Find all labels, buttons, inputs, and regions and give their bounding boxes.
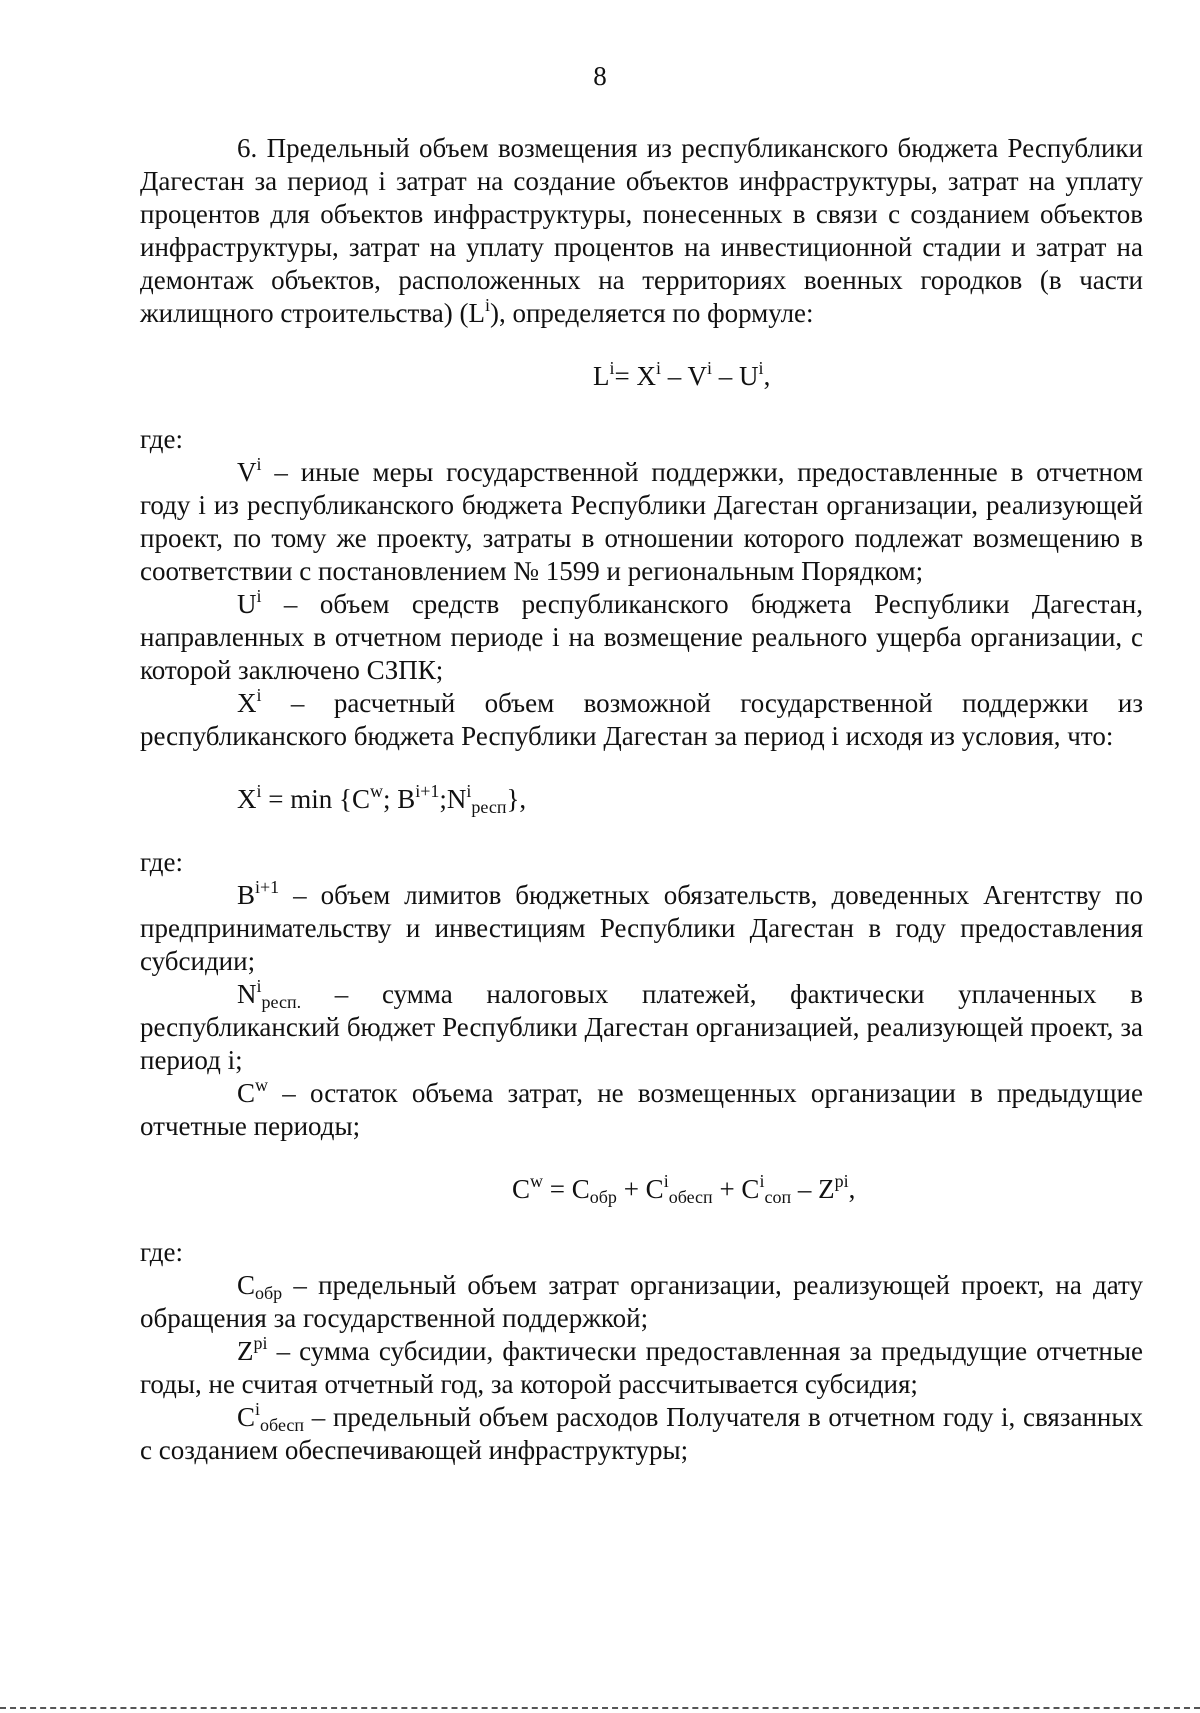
where-label-1: где: bbox=[140, 424, 183, 454]
definition-B: $B^{i+1}$ – объем лимитов бюджетных обязательств, доведенных Агентству по предпринимательству и инвестициям Республики Дагестан в году предоставления субсидии; bbox=[140, 877, 1143, 976]
definition-Cobesp: $C^i_{обесп}$ – предельный объем расходов Получателя в отчетном году i, связанных с созданием обеспечивающей инфраструктуры; bbox=[140, 1399, 1143, 1465]
where-label-2: где: bbox=[140, 847, 183, 877]
paragraph-limit-definition: 6. Предельный объем возмещения из республиканского бюджета Республики Дагестан за период i затрат на создание объектов инфраструктуры, затрат на уплату процентов для объектов инфраструктуры, понесенных в связи с созданием объектов инфраструктуры, затрат на уплату процентов на инвестиционной стадии и затрат на демонтаж объектов, расположенных на территориях военных городков (в части жилищного строительства) $(L^i)$, определяется по формуле: bbox=[140, 133, 1143, 328]
definition-N: $N^i_{респ.}$ – сумма налоговых платежей, фактически уплаченных в республиканский бюджет Республики Дагестан организацией, реализующей проект, за период i; bbox=[140, 976, 1143, 1075]
formula-Cw: $C^w = C_{обр} + C^i_{обесп} + C^i_{соп} - Z^{pi}$, bbox=[512, 1171, 856, 1207]
definition-Cw: $C^w$ – остаток объема затрат, не возмещенных организации в предыдущие отчетные периоды; bbox=[140, 1075, 1143, 1141]
page-number: 8 bbox=[593, 61, 607, 91]
definition-V: $V^i$ – иные меры государственной поддержки, предоставленные в отчетном году i из республиканского бюджета Республики Дагестан организации, реализующей проект, по тому же проекту, затраты в отношении которого подлежат возмещению в соответствии с постановлением № 1599 и региональным Порядком; bbox=[140, 454, 1143, 586]
definition-Z: $Z^{pi}$ – сумма субсидии, фактически предоставленная за предыдущие отчетные годы, не считая отчетный год, за которой рассчитывается субсидия; bbox=[140, 1333, 1143, 1399]
formula-L: $L^i= X^i - V^i - U^i$, bbox=[593, 358, 771, 391]
page-bottom-border bbox=[0, 1707, 1200, 1709]
definition-U: $U^i$ – объем средств республиканского бюджета Республики Дагестан, направленных в отчетном периоде i на возмещение реального ущерба организации, с которой заключено СЗПК; bbox=[140, 586, 1143, 685]
formula-X: $X^i = \min \{C^w$; $B^{i+1};N^i_{респ}$}, bbox=[237, 781, 527, 817]
definition-X: $X^i$ – расчетный объем возможной государственной поддержки из республиканского бюджета Республики Дагестан за период i исходя из условия, что: bbox=[140, 685, 1143, 751]
where-label-3: где: bbox=[140, 1237, 183, 1267]
document-body bbox=[140, 132, 1143, 1467]
definition-Cobr: $C_{обр}$ – предельный объем затрат организации, реализующей проект, на дату обращения за государственной поддержкой; bbox=[140, 1270, 1143, 1333]
